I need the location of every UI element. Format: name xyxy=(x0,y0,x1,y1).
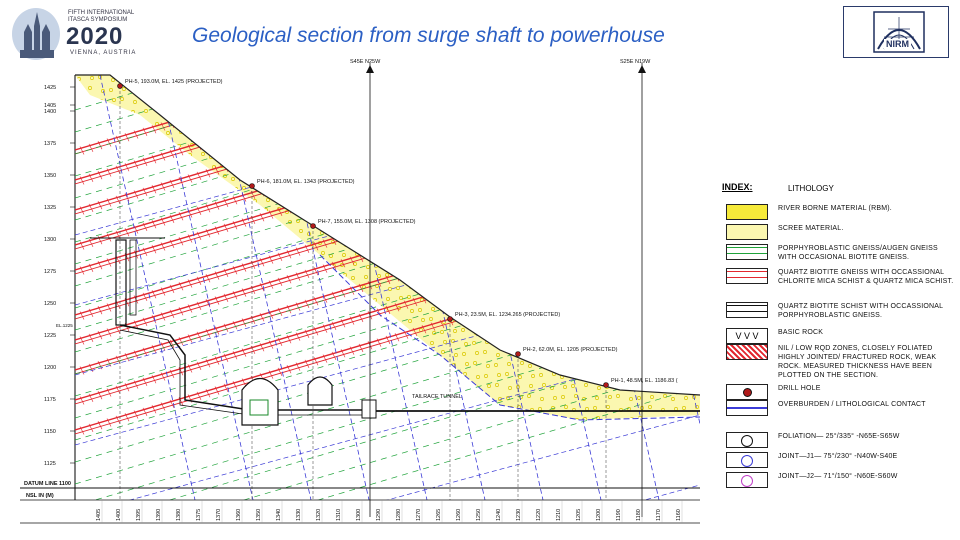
qbs-swatch-icon xyxy=(726,302,768,318)
symposium-line1: FIFTH INTERNATIONAL xyxy=(68,10,135,16)
elevation-label: 1425 xyxy=(44,85,57,91)
elevation-labels xyxy=(44,85,75,467)
elevation-label: 1250 xyxy=(44,301,57,307)
nsl-value: 1220 xyxy=(536,508,542,521)
drill-hole-marker xyxy=(118,84,123,89)
drill-hole-marker xyxy=(516,352,521,357)
nsl-value: 1340 xyxy=(276,508,282,521)
legend-item-text: QUARTZ BIOTITE SCHIST WITH OCCASSIONAL PORPHYROBLASTIC GNEISS. xyxy=(778,303,943,319)
drill-hole-label: PH-7, 155.0M, EL. 1308 (PROJECTED) xyxy=(318,219,416,225)
legend-heading: LITHOLOGY xyxy=(788,184,834,193)
legend-item-text: BASIC ROCK xyxy=(778,329,824,336)
legend-panel xyxy=(718,180,958,500)
rbm-swatch-icon xyxy=(726,204,768,220)
legend-item-text: JOINT—J2— 71°/150° -N60E-S60W xyxy=(778,473,898,480)
drill-hole-label: PH-2, 62.0M, EL. 1205 (PROJECTED) xyxy=(523,347,618,353)
nsl-value: 1270 xyxy=(416,508,422,521)
nsl-value: 1250 xyxy=(476,508,482,521)
powerhouse-cavern xyxy=(242,379,278,426)
page-title: Geological section from surge shaft to powerhouse xyxy=(192,24,665,47)
nsl-value: 1280 xyxy=(396,508,402,521)
symposium-year: 2020 xyxy=(66,23,124,50)
legend-item-text: FOLIATION— 25°/335° -N65E-S65W xyxy=(778,433,900,440)
foliation-swatch-icon xyxy=(726,432,768,448)
elevation-label: 1300 xyxy=(44,237,57,243)
j1-swatch-icon xyxy=(726,452,768,468)
nsl-label: NSL IN (M) xyxy=(26,493,54,499)
nsl-value: 1200 xyxy=(596,508,602,521)
elevation-label: 1375 xyxy=(44,141,57,147)
nsl-value: 1180 xyxy=(636,509,642,521)
nsl-value: 1330 xyxy=(296,508,302,521)
nsl-value: 1210 xyxy=(556,508,562,521)
elevation-label: 1150 xyxy=(44,429,56,435)
legend-index-label: INDEX: xyxy=(722,182,753,192)
nsl-value: 1360 xyxy=(236,508,242,521)
drill-hole-label: PH-3, 23.5M, EL. 1234.265 (PROJECTED) xyxy=(455,312,561,318)
rqd-swatch-icon xyxy=(726,344,768,360)
drill-hole-marker xyxy=(604,383,609,388)
drill-hole-marker xyxy=(448,317,453,322)
org-logo-text: NIRM xyxy=(886,39,909,49)
nsl-value: 1310 xyxy=(336,508,342,521)
org-logo xyxy=(843,6,949,58)
legend-item-text: DRILL HOLE xyxy=(778,385,821,392)
drill-swatch-icon xyxy=(726,384,768,400)
legend-item-text: SCREE MATERIAL. xyxy=(778,225,844,232)
nsl-value: 1390 xyxy=(156,508,162,521)
nsl-value: 1240 xyxy=(496,508,502,521)
nsl-values xyxy=(96,500,682,523)
nsl-value: 1380 xyxy=(176,508,182,521)
nsl-value: 1170 xyxy=(656,509,662,521)
transformer-cavern xyxy=(308,377,332,405)
j2-swatch-icon xyxy=(726,472,768,488)
elevation-label: 1400 xyxy=(44,109,57,115)
nsl-value: 1300 xyxy=(356,508,362,521)
bearing-right: S25E N19W xyxy=(620,59,651,65)
nsl-value: 1405 xyxy=(96,508,102,521)
legend-item-text: NIL / LOW RQD ZONES, CLOSELY FOLIATED HIGHLY JOINTED/ FRACTURED ROCK, WEAK ROCK. MEASURED THICKNESS HAVE BEEN PLOTTED ON THE SECTION. xyxy=(778,345,937,379)
drill-hole-label: PH-5, 193.0M, EL. 1425 (PROJECTED) xyxy=(125,79,223,85)
el-label: EL.1225 xyxy=(56,323,73,328)
legend-item-text: OVERBURDEN / LITHOLOGICAL CONTACT xyxy=(778,401,926,408)
contact-swatch-icon xyxy=(726,400,768,416)
tailrace-label: TAILRACE TUNNEL xyxy=(412,394,462,400)
drill-hole-marker xyxy=(250,184,255,189)
scree-swatch-icon xyxy=(726,224,768,240)
geological-section xyxy=(20,55,700,527)
drill-hole-marker xyxy=(311,224,316,229)
symposium-line2: ITASCA SYMPOSIUM xyxy=(68,17,128,23)
elevation-label: 1225 xyxy=(44,333,57,339)
legend-item-text: JOINT—J1— 75°/230° -N40W-S40E xyxy=(778,453,898,460)
legend-item-text: PORPHYROBLASTIC GNEISS/AUGEN GNEISS WITH OCCASIONAL BIOTITE GNEISS. xyxy=(778,245,938,261)
nsl-value: 1265 xyxy=(436,508,442,521)
red-hatch-bands xyxy=(75,55,700,435)
symposium-place: VIENNA, AUSTRIA xyxy=(70,50,137,56)
legend-item-text: RIVER BORNE MATERIAL (RBM). xyxy=(778,205,892,212)
nsl-value: 1350 xyxy=(256,508,262,521)
nsl-value: 1230 xyxy=(516,508,522,521)
datum-line-label: DATUM LINE 1100 xyxy=(24,481,71,487)
nsl-value: 1400 xyxy=(116,508,122,521)
drill-hole-label: PH-6, 181.0M, EL. 1343 (PROJECTED) xyxy=(257,179,355,185)
nsl-value: 1260 xyxy=(456,508,462,521)
nsl-value: 1320 xyxy=(316,508,322,521)
nsl-value: 1370 xyxy=(216,508,222,521)
elevation-label: 1200 xyxy=(44,365,57,371)
nsl-value: 1160 xyxy=(676,509,682,521)
nsl-value: 1395 xyxy=(136,508,142,521)
nsl-value: 1205 xyxy=(576,508,582,521)
nsl-value: 1190 xyxy=(616,509,622,521)
elevation-label: 1350 xyxy=(44,173,57,179)
elevation-label: 1405 xyxy=(44,103,57,109)
surge-gallery xyxy=(362,400,376,418)
nsl-value: 1375 xyxy=(196,508,202,521)
nsl-value: 1290 xyxy=(376,508,382,521)
elevation-label: 1125 xyxy=(44,461,56,467)
arch-emblem-icon xyxy=(844,7,948,57)
drill-hole-label: PH-1, 48.5M, EL. 1186.83 ( xyxy=(611,378,678,384)
basic-swatch-icon: V V V xyxy=(726,328,768,344)
elevation-axis xyxy=(44,75,75,500)
elevation-label: 1325 xyxy=(44,205,57,211)
qbg-swatch-icon xyxy=(726,268,768,284)
legend-item-text: QUARTZ BIOTITE GNEISS WITH OCCASSIONAL CHLORITE MICA SCHIST & QUARTZ MICA SCHIST. xyxy=(778,269,954,285)
symposium-logo xyxy=(6,4,176,62)
elevation-label: 1175 xyxy=(44,397,56,403)
gneiss-swatch-icon xyxy=(726,244,768,260)
bearing-left: S45E N25W xyxy=(350,59,381,65)
elevation-label: 1275 xyxy=(44,269,57,275)
